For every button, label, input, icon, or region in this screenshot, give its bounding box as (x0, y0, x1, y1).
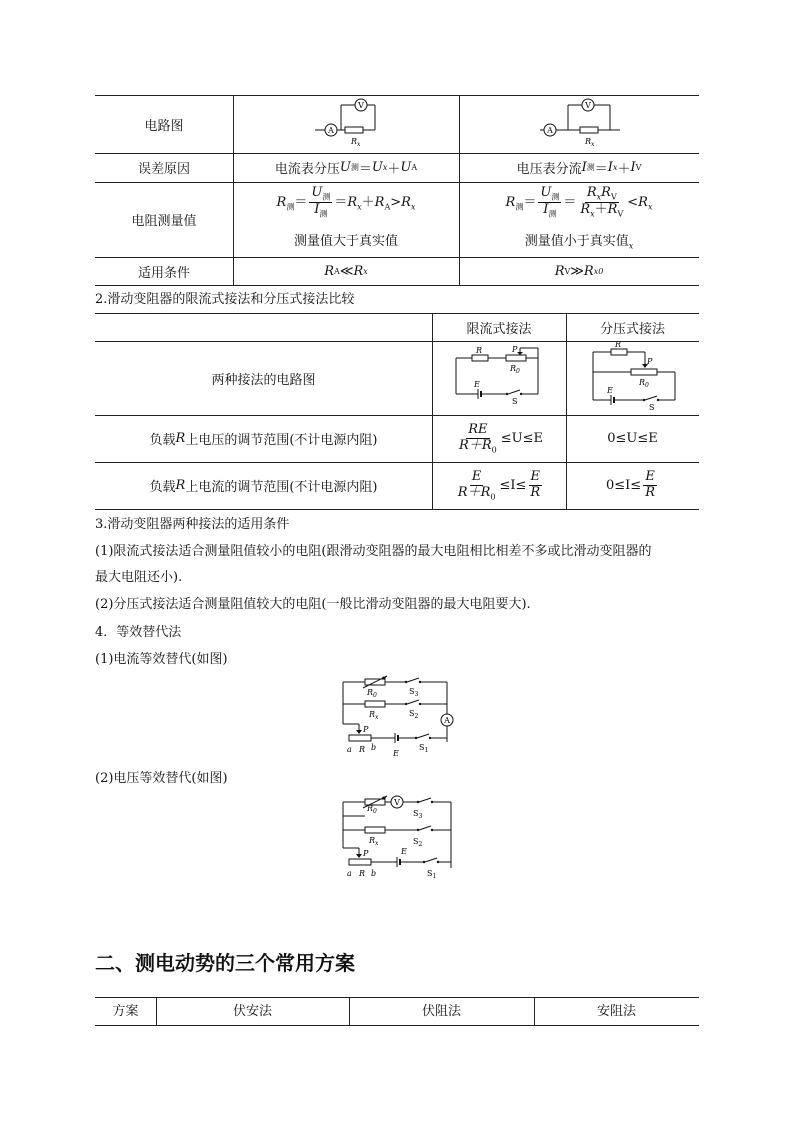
circuit-ammeter-internal (540, 97, 620, 149)
voltmeter-label: V (394, 798, 400, 807)
b-label: b (371, 869, 377, 878)
condition-internal: R V ≫ R x0 (554, 263, 604, 279)
measured-value-internal: $R_测=$ $\frac{U_测}{I_测}$ ＝ $\frac{R_xR_V}{R_x+R_V}$ $<R_x$ 测量值小于真实值$_x$ (459, 182, 699, 257)
r0-label: $R_0$ (367, 804, 377, 815)
error-cause-internal: 电压表分流 I 测 ＝ I x ＋ I V (516, 160, 642, 177)
section3-para2: (2)分压式接法适合测量阻值较大的电阻(一般比滑动变阻器的最大电阻要大). (95, 597, 531, 612)
section4-title: 4．等效替代法 (95, 625, 182, 640)
r0-label: $R_0$ (510, 364, 520, 375)
condition-external: R A ≪ R x (324, 263, 368, 279)
p-label: P (363, 725, 369, 734)
section-heading-emf: 二、测电动势的三个常用方案 (95, 951, 355, 975)
p-label: P (647, 357, 653, 366)
r0-label: $R_0$ (367, 688, 377, 699)
measured-note-internal: 测量值小于真实值$_x$ (524, 234, 634, 251)
s2-label: $S_2$ (409, 709, 419, 720)
row-label-circuit-diagrams: 两种接法的电路图 (211, 372, 316, 388)
r-label: R (476, 346, 483, 355)
s1-label: $S_1$ (427, 869, 437, 880)
current-range-limiting: $\frac{E}{R+R_0}$ ≤I≤ $\frac{E}{R}$ (457, 468, 541, 502)
measured-value-external: $R_测=$ $\frac{U_测}{I_测}$ $=R_x+R_A>R_x$ 测量值大于真实值 (233, 182, 459, 257)
voltage-range-divider: 0≤U≤E (607, 431, 658, 446)
section2-title: 2.滑动变阻器的限流式接法和分压式接法比较 (95, 292, 355, 307)
row-label-error-cause: 误差原因 (137, 162, 190, 177)
row-label-condition: 适用条件 (137, 265, 190, 281)
a-label: a (347, 869, 352, 878)
ammeter-label: A (328, 126, 334, 135)
table-border (95, 509, 699, 510)
r-label: R (615, 342, 622, 349)
circuit-voltage-divider (583, 342, 683, 412)
row-label-current-range: 负载 R 上电流的调节范围(不计电源内阻) (149, 478, 378, 495)
section4-sub1: (1)电流等效替代(如图) (95, 652, 228, 667)
ammeter-label: A (444, 716, 450, 725)
e-label: E (607, 386, 613, 395)
s-label: S (512, 397, 518, 406)
section4-sub2: (2)电压等效替代(如图) (95, 771, 228, 786)
row-label-measured-value: 电阻测量值 (131, 214, 197, 229)
s1-label: $S_1$ (419, 743, 429, 754)
e-label: E (393, 749, 399, 758)
e-label: E (474, 380, 480, 389)
voltage-range-limiting: $\frac{RE}{R+R_0}$ ≤U≤E (459, 421, 543, 455)
p-label: P (512, 345, 518, 354)
row-label-circuit: 电路图 (144, 118, 184, 134)
e-label: E (401, 847, 407, 856)
circuit-voltage-substitution (335, 792, 463, 884)
ammeter-label: A (547, 126, 553, 135)
voltmeter-label: V (585, 101, 591, 110)
s3-label: $S_3$ (413, 809, 423, 820)
circuit-ammeter-external (315, 97, 387, 149)
voltmeter-label: V (358, 101, 364, 110)
table-border (95, 285, 699, 286)
header-voltmeter-ammeter: 伏安法 (232, 1003, 272, 1019)
measured-note-external: 测量值大于真实值 (293, 234, 398, 249)
header-current-limiting: 限流式接法 (466, 321, 532, 337)
header-voltage-divider: 分压式接法 (599, 321, 665, 337)
rx-label: $R_x$ (351, 137, 361, 148)
r-label: R (359, 869, 366, 878)
r-label: R (359, 745, 366, 754)
rx-label: $R_x$ (369, 710, 379, 721)
b-label: b (371, 743, 377, 752)
error-cause-external: 电流表分压 U 测 ＝ U x ＋ U A (274, 160, 418, 177)
header-method: 方案 (112, 1003, 139, 1019)
circuit-current-limiting (450, 344, 550, 412)
section3-title: 3.滑动变阻器两种接法的适用条件 (95, 517, 290, 532)
table-border (95, 1025, 699, 1026)
section3-para1-line1: (1)限流式接法适合测量阻值较小的电阻(跟滑动变阻器的最大电阻相比相差不多或比滑动变阻器的 (95, 544, 652, 559)
s2-label: $S_2$ (413, 837, 423, 848)
s-label: S (649, 403, 655, 412)
circuit-current-substitution (335, 674, 463, 762)
current-range-divider: 0≤I≤ $\frac{E}{R}$ (606, 469, 655, 500)
r0-label: $R_0$ (639, 378, 649, 389)
header-ammeter-resistor: 安阻法 (596, 1003, 636, 1019)
s3-label: $S_3$ (409, 687, 419, 698)
a-label: a (347, 745, 352, 754)
p-label: P (363, 849, 369, 858)
rx-label: $R_x$ (585, 137, 595, 148)
rx-label: $R_x$ (369, 836, 379, 847)
section3-para1-line2: 最大电阻还小). (95, 570, 183, 585)
row-label-voltage-range: 负载 R 上电压的调节范围(不计电源内阻) (149, 431, 378, 448)
header-voltmeter-resistor: 伏阻法 (421, 1003, 461, 1019)
